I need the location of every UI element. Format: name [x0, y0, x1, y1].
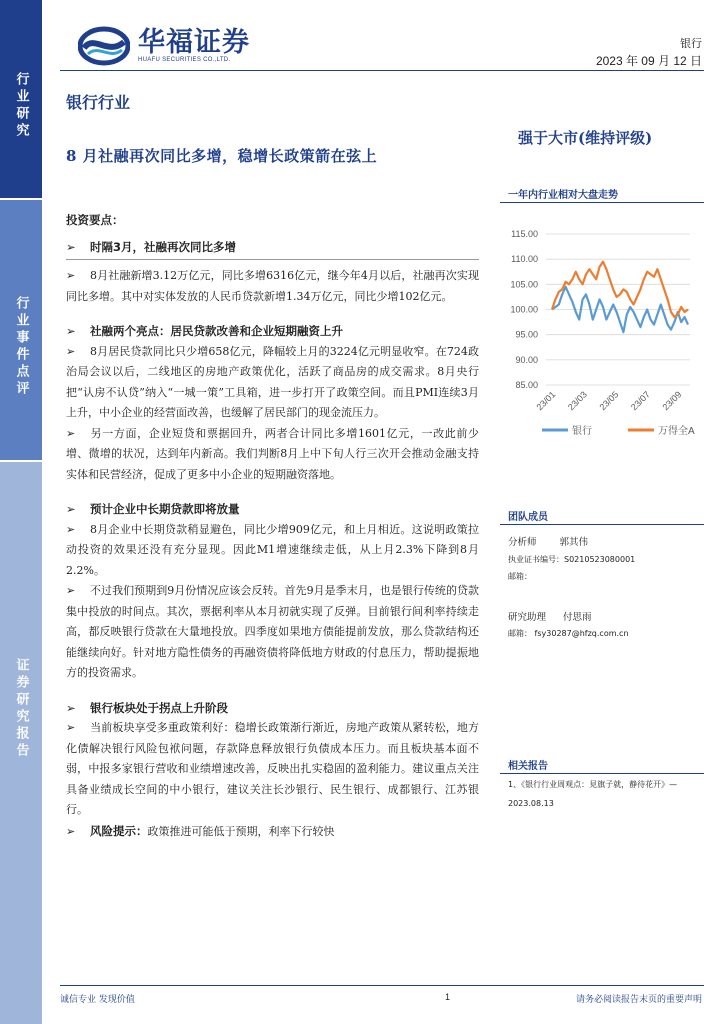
- arrow-icon: ➢: [66, 824, 76, 838]
- header-divider: [60, 70, 704, 71]
- paragraph: [66, 718, 479, 821]
- section-divider: [66, 259, 479, 260]
- email-label: 邮箱：: [508, 572, 532, 581]
- risk-text: 政策推进可能低于预期，利率下行较快: [147, 824, 335, 838]
- main-content: [66, 210, 479, 842]
- paragraph: [66, 581, 479, 684]
- paragraph-text: 当前板块享受多重政策利好：稳增长政策渐行渐近，房地产政策从紧转松，地方化债解决银行风险包袱问题，存款降息释放银行负债成本压力。而且板块基本面不弱，中报多家银行营收和业绩增速改善，反映出扎实稳固的盈利能力。建议重点关注具备业绩成长空间的中小银行，建议关注长沙银行、民生银行、成都银行、江苏银行。: [66, 721, 479, 816]
- arrow-icon: ➢: [66, 239, 76, 254]
- risk-label: 风险提示：: [90, 823, 148, 838]
- arrow-icon: ➢: [66, 584, 76, 597]
- arrow-icon: ➢: [66, 344, 76, 358]
- logo-english-name: HUAFU SECURITIES CO.,LTD.: [138, 57, 231, 63]
- investment-heading: 投资要点：: [66, 213, 124, 227]
- y-tick-label: 100.00: [510, 304, 538, 315]
- section-title: [66, 321, 479, 342]
- section-3: [66, 499, 479, 684]
- team-heading-divider: [500, 524, 704, 525]
- y-tick-label: 115.00: [511, 229, 538, 239]
- x-tick-label: 23/01: [534, 389, 558, 413]
- cert-label: 执业证书编号：: [508, 555, 564, 564]
- x-tick-label: 23/07: [628, 389, 652, 413]
- related-heading: 相关报告: [508, 761, 548, 772]
- logo-chinese-name: 华福证券: [138, 27, 250, 58]
- arrow-icon: ➢: [66, 269, 76, 282]
- section-title: [66, 499, 479, 520]
- section-title: [66, 698, 479, 719]
- section-title-text: 社融两个亮点：居民贷款改善和企业短期融资上升: [90, 324, 343, 338]
- analyst-email-row: [508, 571, 532, 582]
- x-tick-label: 23/09: [660, 389, 684, 413]
- paragraph: [66, 342, 479, 424]
- section-title: [66, 237, 479, 258]
- paragraph-text: 另一方面，企业短贷和票据回升，两者合计同比多增1601亿元，一改此前少增、微增的状况，达到年内新高。我们判断8月上中下旬人行三次开会推动金融支持实体和民营经济，促成了更多中小企业的短期融资落地。: [66, 426, 479, 481]
- related-heading-divider: [500, 773, 704, 774]
- sidebar-label: 证券研究报告: [13, 658, 29, 760]
- sidebar-label: 行业研究: [13, 72, 29, 140]
- paragraph-text: 8月居民贷款同比只少增658亿元，降幅较上月的3224亿元明显收窄。在724政治局会议以后，二线地区的房地产政策优化，活跃了商品房的成交需求。8月央行把“认房不认贷”纳入“一城一策”工具箱，进一步打开了政策空间。而且PMI连续3月上升，中小企业的经营面改善，也缓解了居民部门的现金流压力。: [66, 344, 479, 419]
- y-tick-label: 85.00: [515, 380, 538, 390]
- chart-background: [500, 208, 704, 448]
- page-number: 1: [445, 992, 451, 1002]
- assistant-email-row: [508, 628, 629, 639]
- y-tick-label: 90.00: [515, 354, 538, 365]
- sidebar: [0, 0, 42, 1024]
- paragraph: [66, 424, 479, 486]
- y-tick-label: 110.00: [511, 254, 538, 265]
- paragraph: [66, 520, 479, 582]
- arrow-icon: ➢: [66, 324, 76, 338]
- cert-number: S0210523080001: [564, 555, 636, 564]
- header-category: 银行: [680, 38, 702, 50]
- email-label: 邮箱：: [508, 629, 532, 638]
- team-heading: 团队成员: [508, 512, 548, 523]
- arrow-icon: ➢: [66, 502, 76, 516]
- assistant-email[interactable]: fsy30287@hfzq.com.cn: [534, 629, 629, 638]
- footer-slogan: 诚信专业 发现价值: [60, 995, 135, 1005]
- chart-heading: 一年内行业相对大盘走势: [508, 190, 618, 201]
- paragraph: [66, 266, 479, 307]
- industry-relative-chart: [500, 208, 704, 448]
- assistant-role: 研究助理: [508, 612, 547, 623]
- industry-label: 银行行业: [66, 93, 131, 112]
- footer-divider: [60, 985, 704, 986]
- x-tick-label: 23/03: [565, 389, 589, 413]
- rating-label: 强于大市(维持评级): [518, 129, 653, 147]
- arrow-icon: ➢: [66, 426, 76, 440]
- section-title-text: 预计企业中长期贷款即将放量: [90, 502, 240, 516]
- section-title-text: 银行板块处于拐点上升阶段: [90, 700, 228, 715]
- analyst-row: [508, 534, 588, 548]
- risk-warning: [66, 821, 479, 843]
- chart-heading-divider: [500, 202, 704, 203]
- assistant-name: 付思雨: [563, 612, 592, 623]
- related-item-date: 2023.08.13: [508, 799, 554, 808]
- section-title-text: 时隔3月，社融再次同比多增: [90, 239, 237, 254]
- assistant-row: [508, 609, 592, 623]
- analyst-name: 郭其伟: [559, 537, 589, 548]
- y-tick-label: 95.00: [515, 329, 538, 340]
- legend-label: 万得全A: [658, 426, 695, 437]
- x-tick-label: 23/05: [597, 389, 621, 413]
- header-date: 2023 年 09 月 12 日: [595, 54, 702, 68]
- section-1: [66, 237, 479, 308]
- sidebar-segment-securities-report: [0, 462, 42, 1024]
- arrow-icon: ➢: [66, 700, 76, 715]
- footer-disclaimer: 请务必阅读报告末页的重要声明: [575, 995, 702, 1005]
- sidebar-label: 行业事件点评: [13, 296, 29, 398]
- analyst-role: 分析师: [508, 537, 537, 548]
- paragraph-text: 8月社融新增3.12万亿元，同比多增6316亿元，继今年4月以后，社融再次实现同比多增。其中对实体发放的人民币贷款新增1.34万亿元，同比少增102亿元。: [66, 269, 479, 303]
- paragraph-text: 8月企业中长期贷款稍显避色，同比少增909亿元，和上月相近。这说明政策拉动投资的效果还没有充分显现。因此M1增速继续走低，从上月2.3%下降到8月2.2%。: [66, 522, 479, 577]
- sidebar-segment-event-review: [0, 200, 42, 460]
- sidebar-segment-industry-research: [0, 0, 42, 198]
- cert-row: [508, 554, 635, 565]
- logo-emblem-icon: [78, 26, 130, 66]
- section-4: [66, 698, 479, 843]
- arrow-icon: ➢: [66, 522, 76, 536]
- report-title: 8 月社融再次同比多增，稳增长政策箭在弦上: [66, 147, 378, 165]
- y-tick-label: 105.00: [510, 279, 538, 290]
- section-2: [66, 321, 479, 485]
- company-logo: [78, 26, 250, 66]
- legend-label: 银行: [572, 426, 592, 437]
- related-item[interactable]: 1、《银行行业周观点：見旗子就，静待花开》—: [508, 780, 678, 789]
- arrow-icon: ➢: [66, 721, 76, 734]
- paragraph-text: 不过我们预期到9月份情况应该会反转。首先9月是季末月，也是银行传统的贷款集中投放的时间点。其次，票据利率从本月初就实现了反弹。目前银行间利率持续走高，都反映银行贷款在大量地投放。四季度如果地方债能提前发放，那么贷款结构还能继续向好。针对地方隐性债务的再融资债将降低地方财政的付息压力，帮助提振地方的投资需求。: [66, 584, 479, 679]
